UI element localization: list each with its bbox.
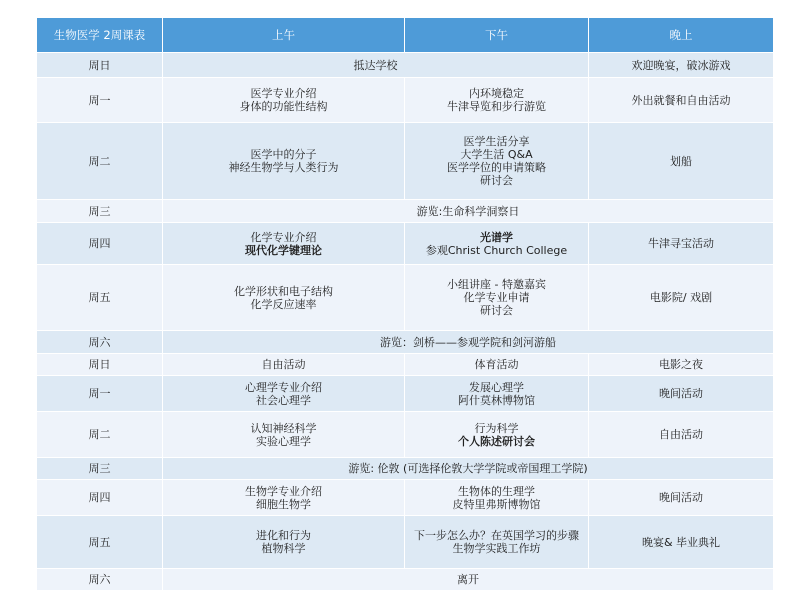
day-cell: 周日 [37, 354, 163, 376]
span-cell: 游览:生命科学洞察日 [163, 200, 774, 223]
morning-line: 植物科学 [261, 542, 306, 555]
afternoon-cell [405, 412, 589, 458]
afternoon-line: 体育活动 [474, 358, 519, 371]
day-cell: 周三 [37, 458, 163, 480]
table-row [37, 331, 774, 354]
afternoon-line: 医学学位的申请策略 [447, 161, 546, 174]
day-cell: 周五 [37, 265, 163, 331]
morning-line: 进化和行为 [256, 529, 311, 542]
day-cell: 周日 [37, 53, 163, 78]
evening-cell [589, 53, 774, 78]
header-evening: 晚上 [589, 18, 774, 53]
morning-cell [163, 376, 405, 412]
table-row [37, 412, 774, 458]
afternoon-line: 小组讲座 - 特邀嘉宾 [447, 278, 546, 291]
table-row [37, 223, 774, 265]
evening-line: 晚宴& 毕业典礼 [641, 535, 721, 549]
table-row [37, 78, 774, 123]
evening-cell [589, 516, 774, 569]
morning-cell [163, 123, 405, 200]
afternoon-cell [405, 480, 589, 516]
afternoon-line: 研讨会 [480, 304, 513, 317]
day-cell: 周二 [37, 412, 163, 458]
evening-cell [589, 412, 774, 458]
day-cell: 周一 [37, 78, 163, 123]
afternoon-cell [405, 123, 589, 200]
evening-line: 划船 [670, 154, 692, 168]
evening-line: 电影之夜 [659, 358, 703, 371]
span-cell: 游览: 伦敦 (可选择伦敦大学学院或帝国理工学院) [163, 458, 774, 480]
evening-line: 自由活动 [659, 428, 703, 441]
morning-line: 心理学专业介绍 [245, 380, 322, 394]
table-row [37, 354, 774, 376]
header-row [37, 18, 774, 53]
table-row [37, 569, 774, 591]
morning-line: 实验心理学 [256, 434, 311, 448]
day-cell: 周四 [37, 223, 163, 265]
table-row [37, 200, 774, 223]
afternoon-line: 光谱学 [480, 230, 513, 244]
afternoon-cell [405, 376, 589, 412]
afternoon-line: 内环境稳定 [469, 87, 524, 100]
afternoon-line: 牛津导览和步行游览 [447, 100, 546, 113]
header-afternoon: 下午 [405, 18, 589, 53]
morning-cell [163, 412, 405, 458]
table-row [37, 376, 774, 412]
morning-cell [163, 480, 405, 516]
morning-line: 化学专业介绍 [250, 230, 317, 244]
afternoon-line: 参观Christ Church College [425, 243, 568, 257]
day-cell: 周四 [37, 480, 163, 516]
evening-cell [589, 480, 774, 516]
morning-line: 医学中的分子 [250, 148, 317, 161]
evening-line: 欢迎晚宴，破冰游戏 [631, 58, 731, 72]
table-row [37, 53, 774, 78]
evening-line: 晚间活动 [659, 491, 703, 504]
afternoon-cell [405, 516, 589, 569]
span-cell: 抵达学校 [163, 53, 589, 78]
table-row [37, 480, 774, 516]
table-row [37, 265, 774, 331]
morning-cell [163, 78, 405, 123]
morning-line: 医学专业介绍 [250, 87, 317, 100]
evening-line: 外出就餐和自由活动 [631, 93, 731, 107]
table-row [37, 123, 774, 200]
evening-cell [589, 265, 774, 331]
afternoon-line: 化学专业申请 [463, 291, 530, 304]
afternoon-line: 下一步怎么办？在英国学习的步骤 [414, 529, 579, 542]
morning-cell [163, 516, 405, 569]
morning-cell [163, 223, 405, 265]
morning-line: 细胞生物学 [256, 497, 311, 511]
afternoon-line: 发展心理学 [469, 380, 524, 394]
afternoon-line: 个人陈述研讨会 [458, 434, 535, 448]
morning-line: 神经生物学与人类行为 [228, 161, 339, 174]
evening-line: 电影院/ 戏剧 [649, 291, 713, 304]
day-cell: 周一 [37, 376, 163, 412]
morning-line: 身体的功能性结构 [239, 100, 328, 113]
morning-line: 认知神经科学 [250, 421, 317, 435]
table-row [37, 458, 774, 480]
afternoon-line: 行为科学 [474, 421, 519, 435]
afternoon-line: 医学生活分享 [463, 135, 530, 148]
morning-line: 化学形状和电子结构 [234, 284, 333, 298]
evening-line: 牛津寻宝活动 [648, 237, 714, 250]
morning-cell [163, 354, 405, 376]
morning-line: 生物学专业介绍 [245, 484, 322, 498]
day-cell: 周五 [37, 516, 163, 569]
evening-cell [589, 123, 774, 200]
afternoon-line: 生物学实践工作坊 [452, 542, 541, 555]
afternoon-cell [405, 223, 589, 265]
span-cell: 游览：剑桥——参观学院和剑河游船 [163, 331, 774, 354]
evening-cell [589, 354, 774, 376]
header-morning: 上午 [163, 18, 405, 53]
schedule-table [36, 17, 774, 591]
morning-line: 现代化学键理论 [245, 243, 322, 257]
morning-cell [163, 265, 405, 331]
day-cell: 周六 [37, 331, 163, 354]
afternoon-cell [405, 78, 589, 123]
afternoon-cell [405, 265, 589, 331]
day-cell: 周二 [37, 123, 163, 200]
evening-cell [589, 78, 774, 123]
afternoon-line: 生物体的生理学 [458, 484, 535, 498]
day-cell: 周六 [37, 569, 163, 591]
morning-line: 化学反应速率 [250, 297, 317, 311]
table-row [37, 516, 774, 569]
afternoon-line: 大学生活 Q&A [460, 148, 533, 161]
evening-cell [589, 223, 774, 265]
evening-line: 晚间活动 [659, 387, 703, 400]
afternoon-line: 皮特里弗斯博物馆 [452, 497, 541, 511]
evening-cell [589, 376, 774, 412]
day-cell: 周三 [37, 200, 163, 223]
morning-line: 社会心理学 [256, 393, 311, 407]
afternoon-line: 研讨会 [480, 174, 513, 187]
header-title: 生物医学 2周课表 [37, 18, 163, 53]
span-cell: 离开 [163, 569, 774, 591]
afternoon-line: 阿什莫林博物馆 [458, 393, 535, 407]
afternoon-cell [405, 354, 589, 376]
morning-line: 自由活动 [261, 358, 306, 371]
